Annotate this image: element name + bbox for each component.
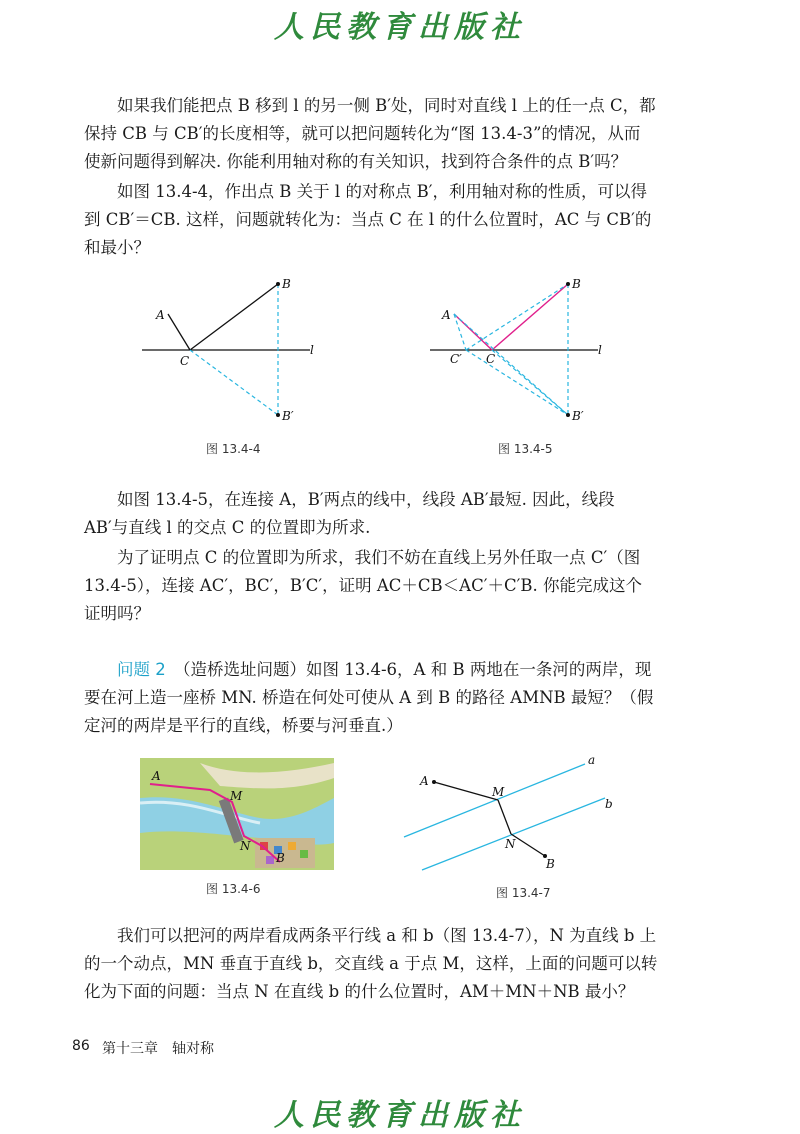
segment-ABp [454,314,568,415]
point-A [432,780,436,784]
text-line: 13.4-5），连接 AC′，BC′，B′C′，证明 AC＋CB＜AC′＋C′B. 你能完成这个 [84,576,642,595]
text-line: 和最小？ [84,238,150,257]
text-line [84,656,704,684]
segment-CBp [492,350,568,415]
label-A: A [420,774,429,788]
segment-AC [168,314,190,350]
text-line: 使新问题得到解决. 你能利用轴对称的有关知识，找到符合条件的点 B′吗？ [84,152,628,171]
label-C: C [180,354,190,368]
point-B [566,282,570,286]
caption-fig-13-4-4: 图 13.4-4 [206,442,261,456]
text-line: 如图 13.4-5，在连接 A，B′两点的线中，线段 AB′最短. 因此，线段 [84,490,615,509]
paragraph-4 [84,544,704,628]
text-line: 保持 CB 与 CB′的长度相等，就可以把问题转化为“图 13.4-3”的情况，从而 [84,124,641,143]
paragraph-3 [84,486,704,542]
caption-fig-13-4-7: 图 13.4-7 [496,886,551,900]
label-B: B [546,857,555,871]
text-line: 为了证明点 C 的位置即为所求，我们不妨在直线上另外任取一点 C′（图 [84,548,641,567]
label-Bp: B′ [572,409,584,423]
publisher-logo-footer: 人民教育出版社 [274,1098,526,1133]
label-Cp: C′ [450,352,462,366]
segment-CpB [466,284,568,350]
line-a [404,764,585,837]
point-Bp [566,413,570,417]
text-line: 如图 13.4-4，作出点 B 关于 l 的对称点 B′，利用轴对称的性质，可以得 [84,182,648,201]
label-A: A [156,308,165,322]
label-l: l [598,343,602,357]
caption-fig-13-4-5: 图 13.4-5 [498,442,553,456]
label-M: M [492,785,505,799]
segment-CB [190,284,278,350]
problem-label: 问题 2 [117,660,166,679]
label-B: B [572,277,581,291]
segment-AM [434,782,498,800]
segment-CBp [190,350,278,415]
caption-fig-13-4-6: 图 13.4-6 [206,882,261,896]
text-line: 我们可以把河的两岸看成两条平行线 a 和 b（图 13.4-7），N 为直线 b 上 [84,926,657,945]
text-line: 如果我们能把点 B 移到 l 的另一侧 B′处，同时对直线 l 上的任一点 C，都 [84,96,656,115]
figure-13-4-4 [130,270,330,440]
label-A: A [442,308,451,322]
label-B: B [276,851,285,865]
figure-13-4-5 [420,270,620,440]
text-line: AB′与直线 l 的交点 C 的位置即为所求. [84,518,371,537]
label-a: a [588,753,596,767]
text-line: 证明吗？ [84,604,150,623]
label-A: A [152,769,161,783]
text-line: 要在河上造一座桥 MN. 桥造在何处可使从 A 到 B 的路径 AMNB 最短？（假 [84,688,654,707]
label-N: N [505,837,516,851]
label-l: l [310,343,314,357]
line-b [422,798,605,870]
house [300,850,308,858]
publisher-logo-header: 人民教育出版社 [274,10,526,45]
segment-CB [492,284,568,350]
label-C: C [486,352,496,366]
house [266,856,274,864]
label-b: b [605,797,613,811]
point-Bp [276,413,280,417]
label-B: B [282,277,291,291]
text-line: 化为下面的问题：当点 N 在直线 b 的什么位置时，AM＋MN＋NB 最小？ [84,982,635,1001]
page-number: 86 [72,1038,90,1054]
label-Bp: B′ [282,409,294,423]
label-M: M [230,789,243,803]
figure-13-4-6 [140,758,334,870]
figure-13-4-7 [400,752,630,877]
text-line: 定河的两岸是平行的直线，桥要与河垂直.） [84,716,403,735]
house [288,842,296,850]
segment-CpBp [466,350,568,415]
label-N: N [240,839,251,853]
paragraph-2 [84,178,704,262]
segment-MN [498,800,511,834]
paragraph-problem-2 [84,656,704,740]
text-line: 的一个动点，MN 垂直于直线 b，交直线 a 于点 M，这样，上面的问题可以转 [84,954,658,973]
point-B [276,282,280,286]
paragraph-1 [84,92,704,176]
chapter-title: 第十三章 轴对称 [102,1041,214,1057]
paragraph-6 [84,922,704,1006]
problem-text: （造桥选址问题）如图 13.4-6，A 和 B 两地在一条河的两岸，现 [182,660,652,679]
text-line: 到 CB′＝CB. 这样，问题就转化为：当点 C 在 l 的什么位置时，AC 与 CB′的 [84,210,652,229]
segment-NB [511,834,545,856]
